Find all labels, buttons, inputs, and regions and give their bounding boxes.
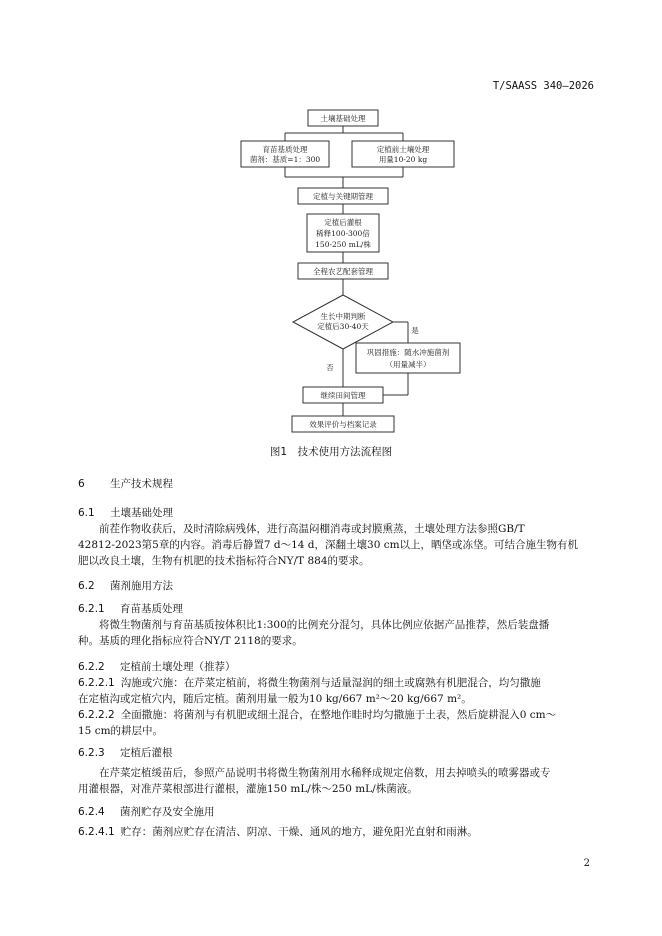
flow-text-irrigation-3: 150-250 mL/株 (315, 240, 371, 249)
flow-text-agri-mgmt: 全程农艺配套管理 (313, 267, 373, 276)
flow-text-preplant-1: 定植前土壤处理 (376, 145, 430, 154)
flow-text-soil-basic: 土壤基础处理 (320, 114, 366, 123)
section-title: 生产技术规程 (110, 478, 173, 490)
flow-text-field-mgmt: 继续田间管理 (320, 391, 366, 400)
section-6-2-2-1-body (78, 675, 598, 707)
text-line (78, 824, 598, 840)
section-6-2-1-heading (78, 601, 183, 616)
clause-number: 6.2.2.1 (78, 677, 115, 689)
section-number: 6 (78, 478, 85, 490)
figure-caption: 图1 技术使用方法流程图 (269, 446, 393, 458)
text-line: 在定植沟或定植穴内，随后定植。菌剂用量一般为10 kg/667 m²～20 kg/667 m²。 (78, 693, 472, 705)
flow-text-consolidate-2: （用量减半） (385, 360, 431, 369)
flow-label-yes: 是 (411, 326, 419, 335)
text-line (78, 675, 598, 691)
section-6-2-1-body (78, 617, 598, 649)
flow-text-seedling-1: 育苗基质处理 (262, 145, 308, 154)
section-number: 6.2.3 (78, 747, 105, 759)
flow-text-preplant-2: 用量10-20 kg (378, 155, 428, 164)
flow-text-evaluation: 效果评价与档案记录 (309, 420, 377, 429)
clause-number: 6.2.4.1 (78, 826, 115, 838)
section-6-2-3-heading (78, 745, 173, 760)
clause-text: 全面撒施：将菌剂与有机肥或细土混合，在整地作畦时均匀撒施于土表，然后旋耕混入0 cm～ (120, 709, 557, 721)
document-number: T/SAASS 340—2026 (492, 80, 594, 92)
flow-label-no: 否 (326, 363, 334, 372)
section-title: 土壤基础处理 (110, 507, 173, 519)
flow-text-irrigation-1: 定植后灌根 (324, 218, 362, 227)
text-line: 肥以改良土壤，生物有机肥的技术指标符合NY/T 884的要求。 (78, 555, 370, 567)
clause-text: 贮存：菌剂应贮存在清洁、阴凉、干燥、通风的地方，避免阳光直射和雨淋。 (120, 826, 478, 838)
section-6-2-4-heading (78, 804, 215, 819)
section-6-heading (78, 476, 173, 491)
section-number: 6.2 (78, 580, 95, 592)
section-title: 菌剂贮存及安全施用 (120, 806, 215, 818)
text-line: 种。基质的理化指标应符合NY/T 2118的要求。 (78, 635, 303, 647)
text-line: 将微生物菌剂与育苗基质按体积比1:300的比例充分混匀，具体比例应依据产品推荐，然后装盘播 (99, 619, 550, 631)
page-number: 2 (583, 858, 590, 869)
text-line (78, 707, 598, 723)
section-6-2-4-1-body (78, 824, 598, 840)
section-number: 6.2.2 (78, 661, 105, 673)
text-line: 在芹菜定植缓苗后，参照产品说明书将微生物菌剂用水稀释成规定倍数，用去掉喷头的喷雾器或专 (99, 767, 551, 779)
section-title: 菌剂施用方法 (110, 580, 173, 592)
flow-text-consolidate-1: 巩固措施：随水冲施菌剂 (366, 348, 450, 357)
section-number: 6.2.1 (78, 603, 105, 615)
flow-text-seedling-2: 菌剂：基质=1：300 (249, 155, 321, 164)
flow-text-key-period: 定植与关键期管理 (313, 192, 373, 201)
flowchart (0, 0, 662, 440)
section-6-2-heading (78, 578, 173, 593)
section-title: 育苗基质处理 (120, 603, 183, 615)
section-6-2-3-body (78, 765, 598, 797)
section-title: 定植前土壤处理（推荐） (120, 661, 236, 673)
section-6-2-2-2-body (78, 707, 598, 739)
section-number: 6.1 (78, 507, 95, 519)
clause-text: 沟施或穴施：在芹菜定植前，将微生物菌剂与适量湿润的细土或腐熟有机肥混合，均匀撒施 (120, 677, 541, 689)
section-6-1-body (78, 521, 598, 569)
clause-number: 6.2.2.2 (78, 709, 115, 721)
text-line: 15 cm的耕层中。 (78, 725, 164, 737)
section-number: 6.2.4 (78, 806, 105, 818)
flow-text-decision-1: 生长中期判断 (320, 312, 366, 321)
text-line: 用灌根器，对准芹菜根部进行灌根，灌施150 mL/株～250 mL/株菌液。 (78, 783, 418, 795)
section-6-2-2-heading (78, 659, 236, 674)
section-6-1-heading (78, 505, 173, 520)
text-line: 前茬作物收获后，及时清除病残体，进行高温闷棚消毒或封膜熏蒸，土壤处理方法参照GB/T (99, 523, 525, 535)
flow-text-irrigation-2: 稀释100-300倍 (316, 229, 370, 238)
text-line: 42812-2023第5章的内容。消毒后静置7 d～14 d，深翻土壤30 cm以上，晒垡或冻垡。可结合施生物有机 (78, 539, 579, 551)
flow-text-decision-2: 定植后30-40天 (317, 322, 369, 331)
section-title: 定植后灌根 (120, 747, 173, 759)
